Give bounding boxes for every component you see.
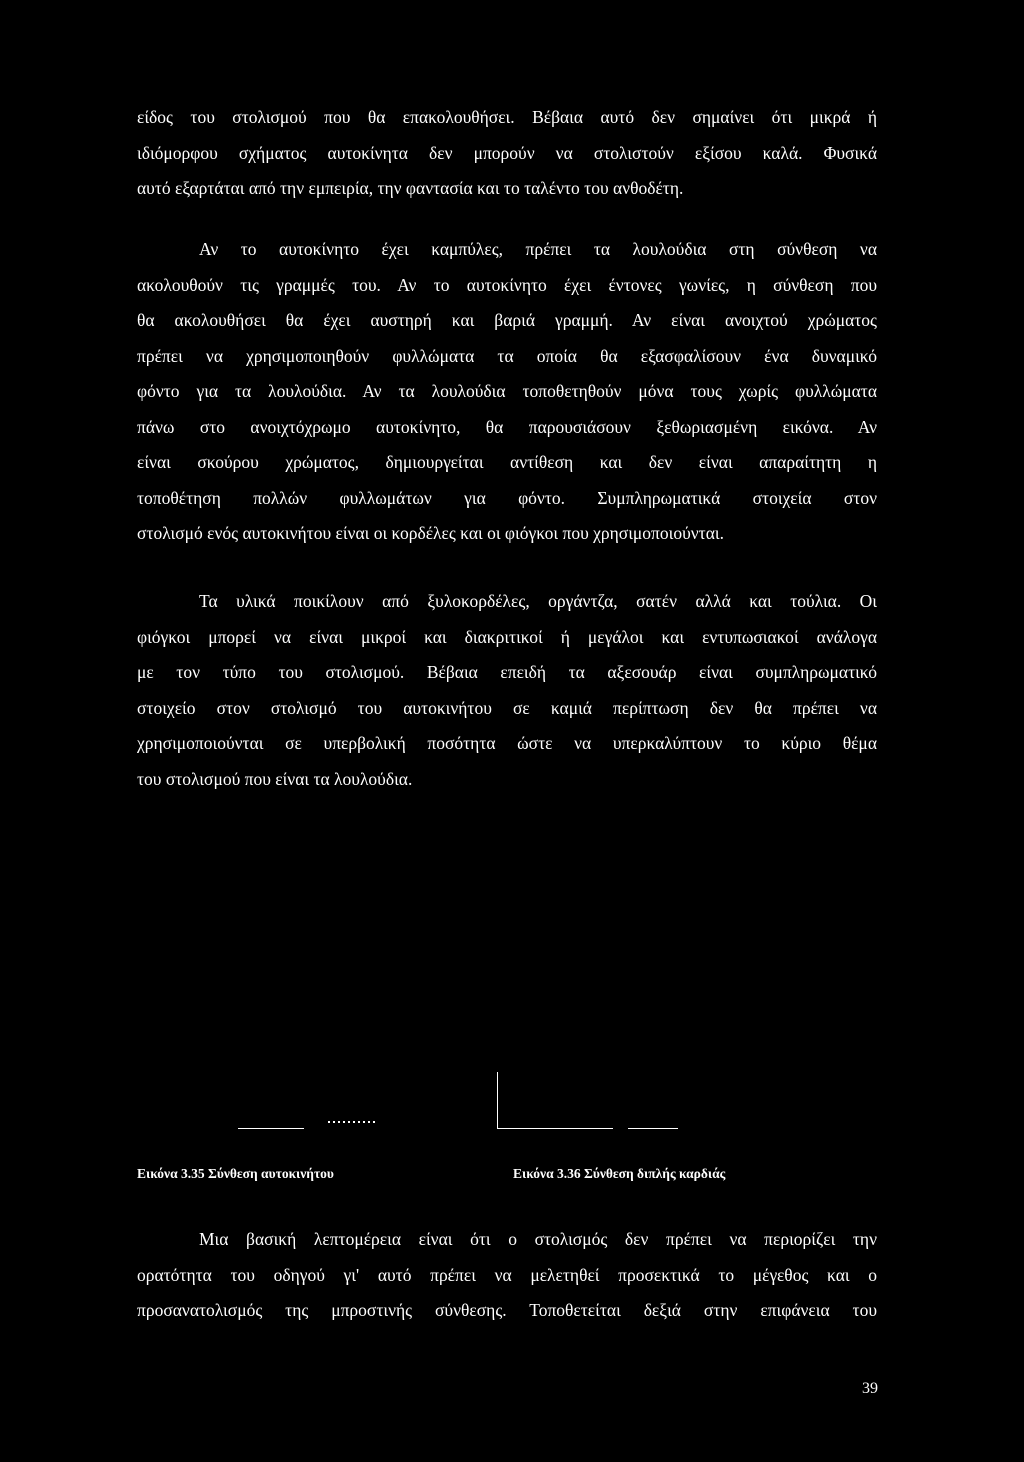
figure-caption-heart: Εικόνα 3.36 Σύνθεση διπλής καρδιάς (513, 1166, 726, 1181)
text-line: αυτό εξαρτάται από την εμπειρία, την φαντασία και το ταλέντο του ανθοδέτη. (137, 178, 684, 198)
text-line: με τον τύπο του στολισμού. Βέβαια επειδή τα αξεσουάρ είναι συμπληρωματικό (137, 662, 877, 682)
text-line: είδος του στολισμού που θα επακολουθήσει. Βέβαια αυτό δεν σημαίνει ότι μικρά ή (137, 107, 877, 127)
text-line: πάνω στο ανοιχτόχρωμο αυτοκίνητο, θα παρουσιάσουν ξεθωριασμένη εικόνα. Αν (137, 416, 877, 437)
text-line: Αν το αυτοκίνητο έχει καμπύλες, πρέπει τα λουλούδια στη σύνθεση να (199, 239, 877, 259)
text-line: τοποθέτηση πολλών φυλλωμάτων για φόντο. Συμπληρωματικά στοιχεία στον (137, 487, 877, 508)
text-line: είναι σκούρου χρώματος, δημιουργείται αντίθεση και δεν είναι απαραίτητη η (137, 452, 877, 472)
figure-caption-car: Εικόνα 3.35 Σύνθεση αυτοκινήτου (137, 1166, 334, 1181)
text-line: χρησιμοποιούνται σε υπερβολική ποσότητα ώστε να υπερκαλύπτουν το κύριο θέμα (137, 733, 877, 753)
paragraph-intro (137, 100, 877, 207)
paragraph-car-shape (137, 232, 877, 552)
text-line: ιδιόμορφου σχήματος αυτοκίνητα δεν μπορούν να στολιστούν εξίσου καλά. Φυσικά (137, 142, 877, 163)
text-line: Μια βασική λεπτομέρεια είναι ότι ο στολισμός δεν πρέπει να περιορίζει την (199, 1229, 877, 1249)
text-line: φιόγκοι μπορεί να είναι μικροί και διακριτικοί ή μεγάλοι και εντυπωσιακοί ανάλογα (137, 626, 877, 647)
text-line: φόντο για τα λουλούδια. Αν τα λουλούδια τοποθετηθούν μόνα τους χωρίς φυλλώματα (137, 381, 877, 401)
text-line: ακολουθούν τις γραμμές του. Αν το αυτοκίνητο έχει έντονες γωνίες, η σύνθεση που (137, 274, 877, 295)
figure-right-baseline (497, 1128, 613, 1129)
text-line: στοιχείο στον στολισμό του αυτοκινήτου σε καμιά περίπτωση δεν θα πρέπει να (137, 697, 877, 718)
text-line: προσανατολισμός της μπροστινής σύνθεσης. Τοποθετείται δεξιά στην επιφάνεια του (137, 1300, 877, 1320)
paragraph-visibility (137, 1222, 877, 1329)
figure-right-edge (497, 1072, 498, 1128)
paragraph-materials (137, 584, 877, 797)
text-line: Τα υλικά ποικίλουν από ξυλοκορδέλες, οργάντζα, σατέν αλλά και τούλια. Οι (199, 591, 877, 611)
text-line: πρέπει να χρησιμοποιηθούν φυλλώματα τα οποία θα εξασφαλίσουν ένα δυναμικό (137, 345, 877, 366)
figure-right-baseline-2 (628, 1128, 678, 1129)
figure-left-dots (328, 1121, 376, 1123)
page-number: 39 (862, 1380, 878, 1397)
text-line: ορατότητα του οδηγού γι' αυτό πρέπει να μελετηθεί προσεκτικά το μέγεθος και ο (137, 1264, 877, 1285)
text-line: θα ακολουθήσει θα έχει αυστηρή και βαριά γραμμή. Αν είναι ανοιχτού χρώματος (137, 310, 877, 330)
text-line: στολισμό ενός αυτοκινήτου είναι οι κορδέλες και οι φιόγκοι που χρησιμοποιούνται. (137, 523, 724, 543)
figure-left-baseline (238, 1128, 304, 1129)
text-line: του στολισμού που είναι τα λουλούδια. (137, 768, 413, 789)
